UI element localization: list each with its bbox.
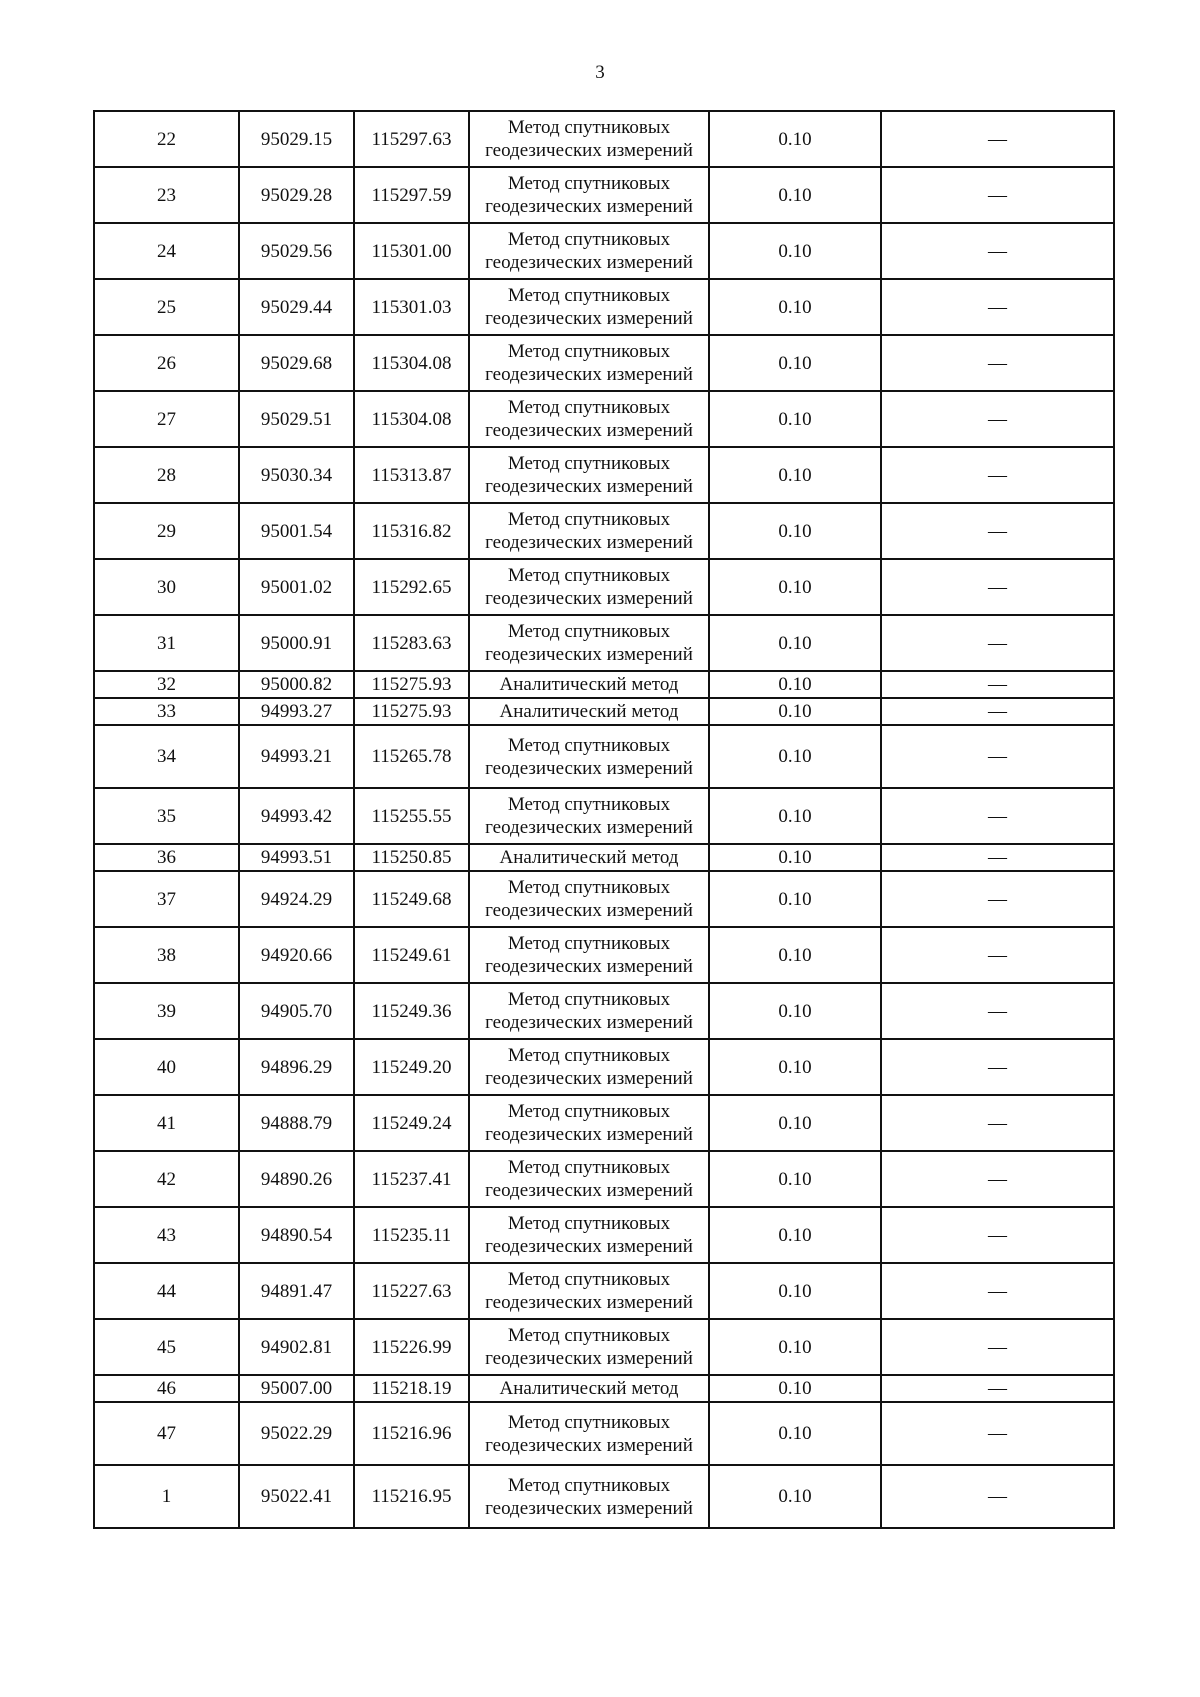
coordinates-table-body <box>94 111 1114 1528</box>
x-coordinate-cell: 94924.29 <box>239 871 354 927</box>
y-coordinate-cell: 115265.78 <box>354 725 469 788</box>
description-cell: — <box>881 1465 1114 1528</box>
method-cell: Метод спутниковых геодезических измерений <box>469 615 709 671</box>
x-coordinate-cell: 95001.02 <box>239 559 354 615</box>
accuracy-cell: 0.10 <box>709 1095 881 1151</box>
method-cell: Метод спутниковых геодезических измерений <box>469 1319 709 1375</box>
x-coordinate-cell: 95029.15 <box>239 111 354 167</box>
method-cell: Аналитический метод <box>469 698 709 725</box>
y-coordinate-cell: 115297.59 <box>354 167 469 223</box>
description-cell: — <box>881 167 1114 223</box>
method-cell: Метод спутниковых геодезических измерений <box>469 1095 709 1151</box>
accuracy-cell: 0.10 <box>709 335 881 391</box>
y-coordinate-cell: 115304.08 <box>354 391 469 447</box>
y-coordinate-cell: 115249.68 <box>354 871 469 927</box>
y-coordinate-cell: 115249.24 <box>354 1095 469 1151</box>
accuracy-cell: 0.10 <box>709 391 881 447</box>
description-cell: — <box>881 559 1114 615</box>
x-coordinate-cell: 95007.00 <box>239 1375 354 1402</box>
x-coordinate-cell: 94993.42 <box>239 788 354 844</box>
y-coordinate-cell: 115249.36 <box>354 983 469 1039</box>
description-cell: — <box>881 983 1114 1039</box>
description-cell: — <box>881 927 1114 983</box>
y-coordinate-cell: 115216.95 <box>354 1465 469 1528</box>
method-cell: Метод спутниковых геодезических измерений <box>469 503 709 559</box>
point-number-cell: 32 <box>94 671 239 698</box>
accuracy-cell: 0.10 <box>709 698 881 725</box>
point-number-cell: 29 <box>94 503 239 559</box>
x-coordinate-cell: 95022.41 <box>239 1465 354 1528</box>
method-cell: Метод спутниковых геодезических измерений <box>469 788 709 844</box>
table-row <box>94 871 1114 927</box>
table-row <box>94 1263 1114 1319</box>
x-coordinate-cell: 94905.70 <box>239 983 354 1039</box>
accuracy-cell: 0.10 <box>709 927 881 983</box>
point-number-cell: 27 <box>94 391 239 447</box>
description-cell: — <box>881 1039 1114 1095</box>
method-cell: Метод спутниковых геодезических измерений <box>469 111 709 167</box>
method-cell: Метод спутниковых геодезических измерений <box>469 335 709 391</box>
description-cell: — <box>881 788 1114 844</box>
point-number-cell: 28 <box>94 447 239 503</box>
x-coordinate-cell: 94890.26 <box>239 1151 354 1207</box>
accuracy-cell: 0.10 <box>709 871 881 927</box>
y-coordinate-cell: 115275.93 <box>354 671 469 698</box>
x-coordinate-cell: 95001.54 <box>239 503 354 559</box>
table-row <box>94 844 1114 871</box>
y-coordinate-cell: 115283.63 <box>354 615 469 671</box>
point-number-cell: 35 <box>94 788 239 844</box>
x-coordinate-cell: 95000.91 <box>239 615 354 671</box>
description-cell: — <box>881 1375 1114 1402</box>
method-cell: Метод спутниковых геодезических измерений <box>469 1402 709 1465</box>
description-cell: — <box>881 503 1114 559</box>
table-row <box>94 927 1114 983</box>
point-number-cell: 38 <box>94 927 239 983</box>
table-row <box>94 503 1114 559</box>
description-cell: — <box>881 1319 1114 1375</box>
point-number-cell: 44 <box>94 1263 239 1319</box>
description-cell: — <box>881 279 1114 335</box>
description-cell: — <box>881 698 1114 725</box>
accuracy-cell: 0.10 <box>709 279 881 335</box>
accuracy-cell: 0.10 <box>709 503 881 559</box>
description-cell: — <box>881 223 1114 279</box>
x-coordinate-cell: 94920.66 <box>239 927 354 983</box>
point-number-cell: 30 <box>94 559 239 615</box>
accuracy-cell: 0.10 <box>709 1207 881 1263</box>
accuracy-cell: 0.10 <box>709 447 881 503</box>
method-cell: Метод спутниковых геодезических измерений <box>469 391 709 447</box>
point-number-cell: 25 <box>94 279 239 335</box>
table-row <box>94 1319 1114 1375</box>
accuracy-cell: 0.10 <box>709 1402 881 1465</box>
y-coordinate-cell: 115301.00 <box>354 223 469 279</box>
accuracy-cell: 0.10 <box>709 1151 881 1207</box>
y-coordinate-cell: 115301.03 <box>354 279 469 335</box>
point-number-cell: 36 <box>94 844 239 871</box>
y-coordinate-cell: 115237.41 <box>354 1151 469 1207</box>
point-number-cell: 39 <box>94 983 239 1039</box>
point-number-cell: 43 <box>94 1207 239 1263</box>
point-number-cell: 23 <box>94 167 239 223</box>
description-cell: — <box>881 335 1114 391</box>
accuracy-cell: 0.10 <box>709 111 881 167</box>
x-coordinate-cell: 95029.68 <box>239 335 354 391</box>
table-row <box>94 223 1114 279</box>
table-row <box>94 559 1114 615</box>
x-coordinate-cell: 94890.54 <box>239 1207 354 1263</box>
description-cell: — <box>881 447 1114 503</box>
method-cell: Метод спутниковых геодезических измерений <box>469 447 709 503</box>
table-row <box>94 1095 1114 1151</box>
y-coordinate-cell: 115250.85 <box>354 844 469 871</box>
y-coordinate-cell: 115292.65 <box>354 559 469 615</box>
method-cell: Метод спутниковых геодезических измерений <box>469 167 709 223</box>
method-cell: Аналитический метод <box>469 1375 709 1402</box>
x-coordinate-cell: 95029.28 <box>239 167 354 223</box>
method-cell: Метод спутниковых геодезических измерений <box>469 1207 709 1263</box>
table-row <box>94 725 1114 788</box>
point-number-cell: 33 <box>94 698 239 725</box>
method-cell: Аналитический метод <box>469 844 709 871</box>
table-row <box>94 1207 1114 1263</box>
y-coordinate-cell: 115304.08 <box>354 335 469 391</box>
point-number-cell: 31 <box>94 615 239 671</box>
point-number-cell: 1 <box>94 1465 239 1528</box>
accuracy-cell: 0.10 <box>709 1263 881 1319</box>
table-row <box>94 615 1114 671</box>
method-cell: Метод спутниковых геодезических измерений <box>469 983 709 1039</box>
y-coordinate-cell: 115316.82 <box>354 503 469 559</box>
point-number-cell: 26 <box>94 335 239 391</box>
x-coordinate-cell: 94993.27 <box>239 698 354 725</box>
x-coordinate-cell: 94891.47 <box>239 1263 354 1319</box>
x-coordinate-cell: 94993.21 <box>239 725 354 788</box>
point-number-cell: 45 <box>94 1319 239 1375</box>
table-row <box>94 1039 1114 1095</box>
description-cell: — <box>881 871 1114 927</box>
method-cell: Метод спутниковых геодезических измерений <box>469 1465 709 1528</box>
y-coordinate-cell: 115297.63 <box>354 111 469 167</box>
coordinates-table <box>93 110 1115 1529</box>
description-cell: — <box>881 844 1114 871</box>
y-coordinate-cell: 115275.93 <box>354 698 469 725</box>
x-coordinate-cell: 94993.51 <box>239 844 354 871</box>
x-coordinate-cell: 95000.82 <box>239 671 354 698</box>
accuracy-cell: 0.10 <box>709 725 881 788</box>
description-cell: — <box>881 1151 1114 1207</box>
description-cell: — <box>881 1207 1114 1263</box>
accuracy-cell: 0.10 <box>709 167 881 223</box>
x-coordinate-cell: 94902.81 <box>239 1319 354 1375</box>
method-cell: Метод спутниковых геодезических измерений <box>469 927 709 983</box>
table-row <box>94 391 1114 447</box>
table-row <box>94 1151 1114 1207</box>
y-coordinate-cell: 115216.96 <box>354 1402 469 1465</box>
point-number-cell: 24 <box>94 223 239 279</box>
x-coordinate-cell: 94888.79 <box>239 1095 354 1151</box>
accuracy-cell: 0.10 <box>709 671 881 698</box>
description-cell: — <box>881 725 1114 788</box>
accuracy-cell: 0.10 <box>709 788 881 844</box>
accuracy-cell: 0.10 <box>709 559 881 615</box>
method-cell: Метод спутниковых геодезических измерений <box>469 1039 709 1095</box>
accuracy-cell: 0.10 <box>709 223 881 279</box>
page-number: 3 <box>595 62 605 83</box>
method-cell: Метод спутниковых геодезических измерений <box>469 1263 709 1319</box>
description-cell: — <box>881 1095 1114 1151</box>
table-row <box>94 1375 1114 1402</box>
x-coordinate-cell: 95030.34 <box>239 447 354 503</box>
point-number-cell: 47 <box>94 1402 239 1465</box>
table-row <box>94 1402 1114 1465</box>
point-number-cell: 41 <box>94 1095 239 1151</box>
y-coordinate-cell: 115313.87 <box>354 447 469 503</box>
point-number-cell: 34 <box>94 725 239 788</box>
x-coordinate-cell: 95029.56 <box>239 223 354 279</box>
table-row <box>94 447 1114 503</box>
y-coordinate-cell: 115235.11 <box>354 1207 469 1263</box>
y-coordinate-cell: 115227.63 <box>354 1263 469 1319</box>
table-row <box>94 671 1114 698</box>
accuracy-cell: 0.10 <box>709 983 881 1039</box>
description-cell: — <box>881 1402 1114 1465</box>
method-cell: Метод спутниковых геодезических измерений <box>469 559 709 615</box>
table-row <box>94 788 1114 844</box>
method-cell: Метод спутниковых геодезических измерений <box>469 223 709 279</box>
accuracy-cell: 0.10 <box>709 1375 881 1402</box>
method-cell: Аналитический метод <box>469 671 709 698</box>
method-cell: Метод спутниковых геодезических измерений <box>469 279 709 335</box>
accuracy-cell: 0.10 <box>709 1465 881 1528</box>
point-number-cell: 46 <box>94 1375 239 1402</box>
table-row <box>94 111 1114 167</box>
y-coordinate-cell: 115218.19 <box>354 1375 469 1402</box>
accuracy-cell: 0.10 <box>709 1039 881 1095</box>
x-coordinate-cell: 95029.44 <box>239 279 354 335</box>
accuracy-cell: 0.10 <box>709 1319 881 1375</box>
point-number-cell: 42 <box>94 1151 239 1207</box>
table-row <box>94 167 1114 223</box>
y-coordinate-cell: 115226.99 <box>354 1319 469 1375</box>
point-number-cell: 22 <box>94 111 239 167</box>
x-coordinate-cell: 95022.29 <box>239 1402 354 1465</box>
method-cell: Метод спутниковых геодезических измерений <box>469 725 709 788</box>
description-cell: — <box>881 615 1114 671</box>
x-coordinate-cell: 95029.51 <box>239 391 354 447</box>
y-coordinate-cell: 115255.55 <box>354 788 469 844</box>
point-number-cell: 37 <box>94 871 239 927</box>
method-cell: Метод спутниковых геодезических измерений <box>469 871 709 927</box>
accuracy-cell: 0.10 <box>709 615 881 671</box>
y-coordinate-cell: 115249.61 <box>354 927 469 983</box>
point-number-cell: 40 <box>94 1039 239 1095</box>
y-coordinate-cell: 115249.20 <box>354 1039 469 1095</box>
table-row <box>94 983 1114 1039</box>
description-cell: — <box>881 391 1114 447</box>
accuracy-cell: 0.10 <box>709 844 881 871</box>
description-cell: — <box>881 111 1114 167</box>
description-cell: — <box>881 1263 1114 1319</box>
table-row <box>94 1465 1114 1528</box>
table-row <box>94 335 1114 391</box>
table-row <box>94 698 1114 725</box>
description-cell: — <box>881 671 1114 698</box>
x-coordinate-cell: 94896.29 <box>239 1039 354 1095</box>
table-row <box>94 279 1114 335</box>
method-cell: Метод спутниковых геодезических измерений <box>469 1151 709 1207</box>
